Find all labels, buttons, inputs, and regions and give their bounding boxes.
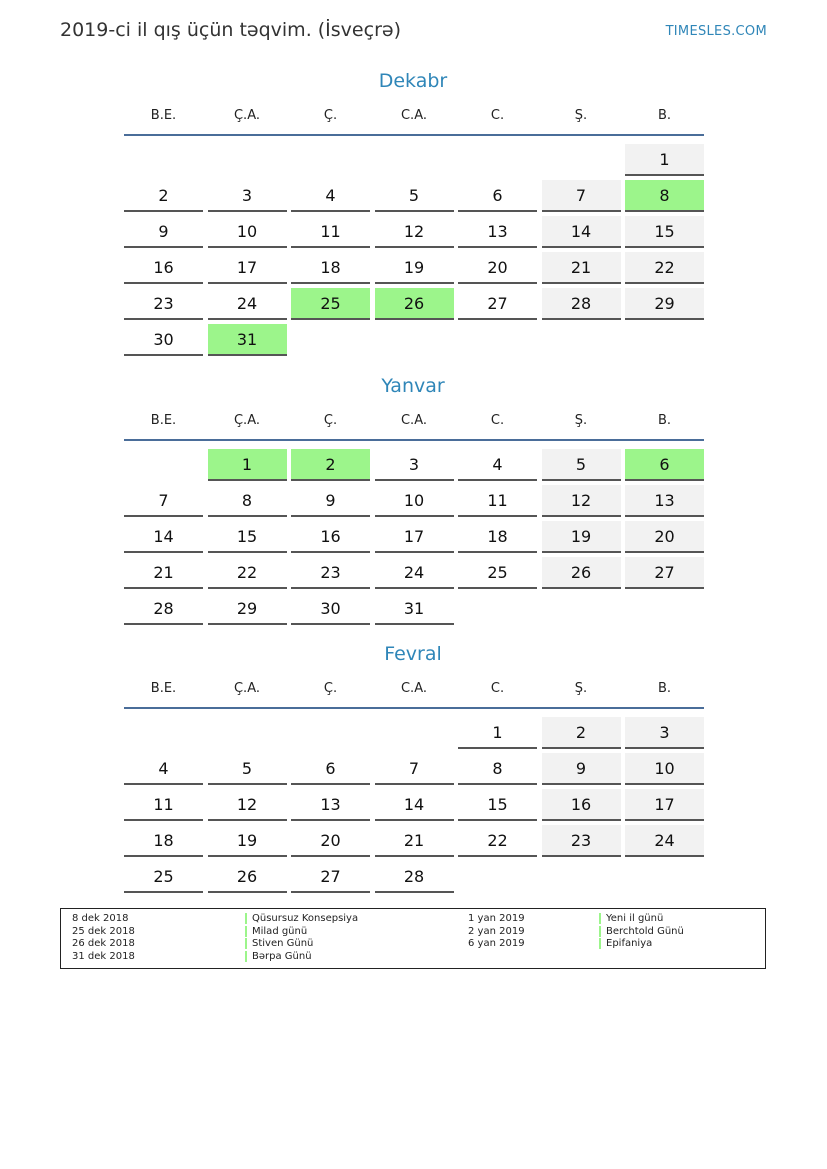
legend-holiday-name: Epifaniya bbox=[599, 938, 652, 949]
holiday-legend bbox=[60, 908, 766, 969]
legend-date: 1 yan 2019 bbox=[468, 913, 525, 924]
day-cell: 2 bbox=[542, 717, 621, 749]
day-cell: 16 bbox=[542, 789, 621, 821]
day-cell: 15 bbox=[625, 216, 704, 248]
weekday-label: B.E. bbox=[150, 681, 177, 696]
day-cell: 12 bbox=[375, 216, 454, 248]
holiday-day-cell: 26 bbox=[375, 288, 454, 320]
weekday-label: C. bbox=[490, 413, 505, 428]
holiday-day-cell: 1 bbox=[208, 449, 287, 481]
day-cell: 12 bbox=[542, 485, 621, 517]
legend-holiday-name: Stiven Günü bbox=[245, 938, 313, 949]
weekday-header bbox=[122, 413, 704, 433]
day-cell: 17 bbox=[208, 252, 287, 284]
day-cell: 7 bbox=[542, 180, 621, 212]
day-cell: 3 bbox=[375, 449, 454, 481]
weekday-label: C. bbox=[490, 681, 505, 696]
day-cell: 3 bbox=[208, 180, 287, 212]
day-cell: 9 bbox=[542, 753, 621, 785]
holiday-day-cell: 6 bbox=[625, 449, 704, 481]
day-cell: 1 bbox=[458, 717, 537, 749]
holiday-day-cell: 2 bbox=[291, 449, 370, 481]
holiday-day-cell: 8 bbox=[625, 180, 704, 212]
day-cell: 11 bbox=[458, 485, 537, 517]
weekday-label: C.A. bbox=[400, 413, 427, 428]
holiday-day-cell: 25 bbox=[291, 288, 370, 320]
day-cell: 26 bbox=[208, 861, 287, 893]
legend-date: 26 dek 2018 bbox=[72, 938, 135, 949]
day-cell: 20 bbox=[458, 252, 537, 284]
day-cell: 10 bbox=[625, 753, 704, 785]
day-cell: 7 bbox=[124, 485, 203, 517]
day-cell: 18 bbox=[458, 521, 537, 553]
day-cell: 29 bbox=[625, 288, 704, 320]
legend-date: 6 yan 2019 bbox=[468, 938, 525, 949]
day-cell: 20 bbox=[625, 521, 704, 553]
weekday-label: Ç.A. bbox=[233, 681, 260, 696]
page-title: 2019-ci il qış üçün təqvim. (İsveçrə) bbox=[60, 19, 401, 41]
day-cell: 9 bbox=[291, 485, 370, 517]
day-cell: 28 bbox=[375, 861, 454, 893]
day-cell: 19 bbox=[375, 252, 454, 284]
day-cell: 11 bbox=[291, 216, 370, 248]
site-logo-text[interactable]: TIMESLES.COM bbox=[665, 24, 767, 39]
day-cell: 14 bbox=[375, 789, 454, 821]
day-cell: 1 bbox=[625, 144, 704, 176]
legend-date: 31 dek 2018 bbox=[72, 950, 135, 962]
weekday-label: Ç.A. bbox=[233, 108, 260, 123]
day-cell: 18 bbox=[291, 252, 370, 284]
day-cell: 21 bbox=[542, 252, 621, 284]
legend-holiday-name: Milad günü bbox=[245, 926, 307, 937]
weekday-label: Ş. bbox=[574, 413, 588, 428]
day-cell: 4 bbox=[458, 449, 537, 481]
day-cell: 15 bbox=[458, 789, 537, 821]
day-cell: 23 bbox=[542, 825, 621, 857]
legend-holiday-name: Berchtold Günü bbox=[599, 926, 684, 937]
month-name: Fevral bbox=[384, 643, 442, 665]
day-cell: 10 bbox=[208, 216, 287, 248]
weekday-label: C. bbox=[490, 108, 505, 123]
day-cell: 21 bbox=[375, 825, 454, 857]
month-name: Yanvar bbox=[381, 375, 445, 397]
day-cell: 14 bbox=[542, 216, 621, 248]
day-cell: 20 bbox=[291, 825, 370, 857]
day-cell: 27 bbox=[458, 288, 537, 320]
day-cell: 7 bbox=[375, 753, 454, 785]
day-cell: 28 bbox=[124, 593, 203, 625]
day-cell: 30 bbox=[124, 324, 203, 356]
weekday-label: Ç.A. bbox=[233, 413, 260, 428]
day-cell: 15 bbox=[208, 521, 287, 553]
day-cell: 19 bbox=[208, 825, 287, 857]
weekday-label: B.E. bbox=[150, 413, 177, 428]
day-cell: 10 bbox=[375, 485, 454, 517]
day-cell: 24 bbox=[625, 825, 704, 857]
day-cell: 17 bbox=[375, 521, 454, 553]
day-cell: 2 bbox=[124, 180, 203, 212]
weekday-label: Ç. bbox=[323, 413, 338, 428]
weekday-label: B.E. bbox=[150, 108, 177, 123]
weekday-label: C.A. bbox=[400, 108, 427, 123]
day-cell: 29 bbox=[208, 593, 287, 625]
day-cell: 22 bbox=[625, 252, 704, 284]
day-cell: 3 bbox=[625, 717, 704, 749]
day-cell: 26 bbox=[542, 557, 621, 589]
header-divider bbox=[124, 439, 704, 441]
weekday-label: B. bbox=[657, 681, 672, 696]
day-cell: 12 bbox=[208, 789, 287, 821]
day-cell: 27 bbox=[625, 557, 704, 589]
day-cell: 22 bbox=[208, 557, 287, 589]
day-cell: 5 bbox=[542, 449, 621, 481]
day-cell: 14 bbox=[124, 521, 203, 553]
legend-holiday-name: Bərpa Günü bbox=[245, 951, 312, 962]
weekday-label: Ş. bbox=[574, 108, 588, 123]
weekday-label: B. bbox=[657, 108, 672, 123]
day-cell: 30 bbox=[291, 593, 370, 625]
weekday-header bbox=[122, 681, 704, 701]
day-cell: 21 bbox=[124, 557, 203, 589]
day-cell: 25 bbox=[124, 861, 203, 893]
day-cell: 18 bbox=[124, 825, 203, 857]
day-cell: 17 bbox=[625, 789, 704, 821]
day-cell: 19 bbox=[542, 521, 621, 553]
day-cell: 4 bbox=[291, 180, 370, 212]
day-cell: 8 bbox=[458, 753, 537, 785]
header-divider bbox=[124, 707, 704, 709]
day-cell: 13 bbox=[625, 485, 704, 517]
header-divider bbox=[124, 134, 704, 136]
holiday-day-cell: 31 bbox=[208, 324, 287, 356]
weekday-label: Ş. bbox=[574, 681, 588, 696]
day-cell: 23 bbox=[291, 557, 370, 589]
day-cell: 4 bbox=[124, 753, 203, 785]
day-cell: 24 bbox=[375, 557, 454, 589]
day-cell: 9 bbox=[124, 216, 203, 248]
day-cell: 27 bbox=[291, 861, 370, 893]
legend-date: 25 dek 2018 bbox=[72, 925, 135, 937]
legend-holiday-name: Qüsursuz Konsepsiya bbox=[245, 913, 358, 924]
day-cell: 8 bbox=[208, 485, 287, 517]
day-cell: 22 bbox=[458, 825, 537, 857]
weekday-label: B. bbox=[657, 413, 672, 428]
day-cell: 16 bbox=[124, 252, 203, 284]
legend-date: 8 dek 2018 bbox=[72, 913, 129, 924]
day-cell: 31 bbox=[375, 593, 454, 625]
day-cell: 11 bbox=[124, 789, 203, 821]
legend-date: 2 yan 2019 bbox=[468, 925, 525, 937]
day-cell: 6 bbox=[458, 180, 537, 212]
day-cell: 5 bbox=[208, 753, 287, 785]
weekday-label: Ç. bbox=[323, 108, 338, 123]
day-cell: 5 bbox=[375, 180, 454, 212]
day-cell: 23 bbox=[124, 288, 203, 320]
day-cell: 13 bbox=[458, 216, 537, 248]
weekday-label: Ç. bbox=[323, 681, 338, 696]
weekday-label: C.A. bbox=[400, 681, 427, 696]
day-cell: 25 bbox=[458, 557, 537, 589]
day-cell: 16 bbox=[291, 521, 370, 553]
day-cell: 24 bbox=[208, 288, 287, 320]
month-name: Dekabr bbox=[378, 70, 448, 92]
day-cell: 13 bbox=[291, 789, 370, 821]
weekday-header bbox=[122, 108, 704, 128]
day-cell: 6 bbox=[291, 753, 370, 785]
day-cell: 28 bbox=[542, 288, 621, 320]
legend-holiday-name: Yeni il günü bbox=[599, 913, 663, 924]
